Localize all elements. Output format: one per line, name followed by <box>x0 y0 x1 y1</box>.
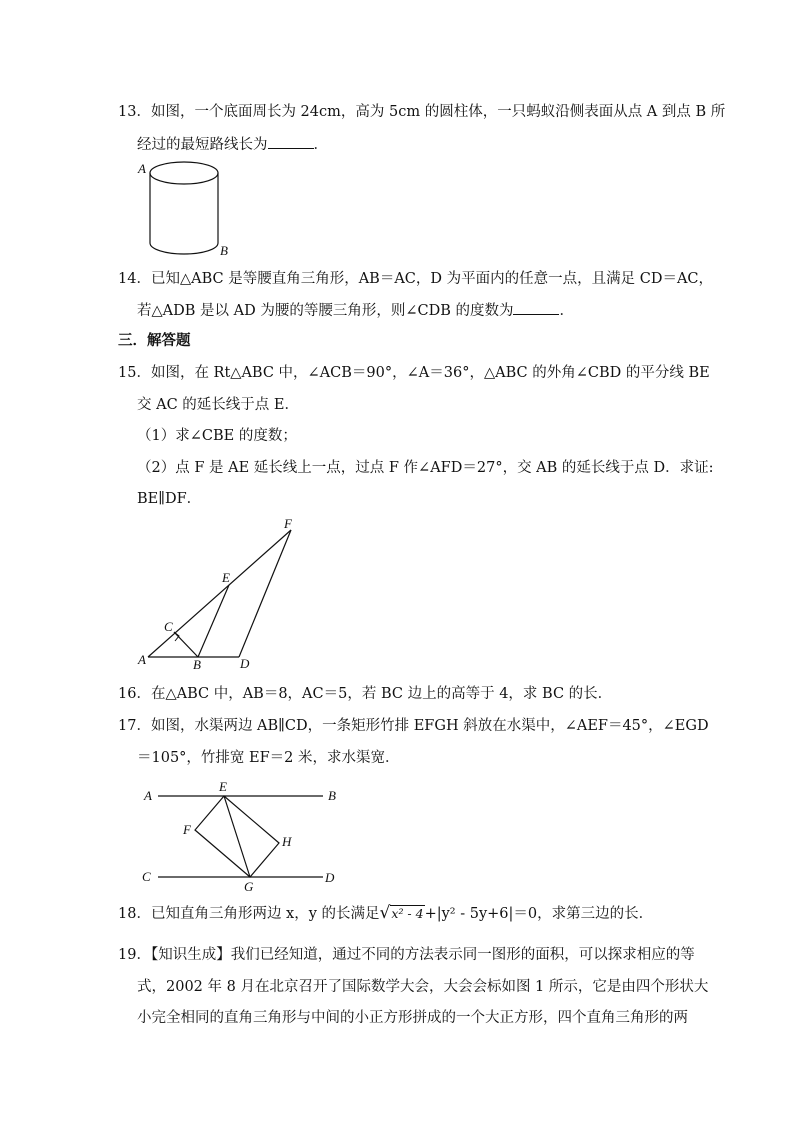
q19-line2: 式，2002 年 8 月在北京召开了国际数学大会，大会会标如图 1 所示，它是由四个形状大 <box>137 979 709 995</box>
q19-line1: 19．【知识生成】我们已经知道，通过不同的方法表示同一图形的面积，可以探求相应的等 <box>118 947 695 963</box>
q13-line2 <box>137 134 328 155</box>
q13-answer-blank[interactable] <box>268 134 314 149</box>
q19-line3: 小完全相同的直角三角形与中间的小正方形拼成的一个大正方形，四个直角三角形的两 <box>137 1010 688 1026</box>
q18-line <box>118 903 653 924</box>
q17-label-h: H <box>282 834 292 849</box>
q18-prefix: 18．已知直角三角形两边 x，y 的长满足 <box>118 906 380 922</box>
q17-label-e: E <box>219 779 227 794</box>
q14-end: ． <box>559 303 574 319</box>
q17-line2: ＝105°，竹排宽 EF＝2 米，求水渠宽． <box>137 750 400 766</box>
q18-radicand: x² - 4 <box>391 906 424 921</box>
q15-label-e: E <box>222 570 230 585</box>
q15-line2: 交 AC 的延长线于点 E． <box>137 397 299 413</box>
q14-line2 <box>137 300 574 321</box>
q13-end: ． <box>313 137 328 153</box>
cylinder-figure <box>130 155 240 265</box>
q13-line1: 13．如图，一个底面周长为 24cm，高为 5cm 的圆柱体，一只蚂蚁沿侧表面从点 A 到点 B 所 <box>118 104 726 120</box>
q14-line1: 14．已知△ABC 是等腰直角三角形，AB＝AC，D 为平面内的任意一点，且满足 CD＝AC， <box>118 271 714 287</box>
q16-line: 16．在△ABC 中，AB＝8，AC＝5，若 BC 边上的高等于 4，求 BC 的长． <box>118 686 613 702</box>
q15-label-c: C <box>164 619 173 634</box>
q15-part1: （1）求∠CBE 的度数； <box>137 428 297 444</box>
q14-line2-text: 若△ADB 是以 AD 为腰的等腰三角形，则∠CDB 的度数为 <box>137 303 514 319</box>
q15-label-d: D <box>240 656 250 671</box>
q13-line2-text: 经过的最短路线长为 <box>137 137 268 153</box>
q15-label-a: A <box>138 652 146 667</box>
q15-label-f: F <box>284 516 292 531</box>
q17-label-g: G <box>244 879 254 891</box>
q15-label-b: B <box>193 657 201 672</box>
q15-part2: （2）点 F 是 AE 延长线上一点，过点 F 作∠AFD＝27°，交 AB 的延长线于点 D．求证: <box>137 460 714 476</box>
q17-line1: 17．如图，水渠两边 AB∥CD，一条矩形竹排 EFGH 斜放在水渠中，∠AEF＝45°，∠EGD <box>118 718 709 734</box>
cylinder-label-a: A <box>138 161 146 176</box>
q17-label-b: B <box>328 788 336 803</box>
q15-line1: 15．如图，在 Rt△ABC 中，∠ACB＝90°，∠A＝36°，△ABC 的外角∠CBD 的平分线 BE <box>118 365 710 381</box>
q17-label-c: C <box>142 869 151 884</box>
q17-label-a: A <box>144 788 152 803</box>
cylinder-label-b: B <box>220 243 228 258</box>
q14-answer-blank[interactable] <box>513 300 559 315</box>
q15-figure <box>130 512 310 672</box>
q18-rest: +|y² - 5y+6|＝0，求第三边的长． <box>424 906 654 922</box>
q15-line5: BE∥DF． <box>137 491 202 507</box>
section-heading: 三．解答题 <box>118 332 191 349</box>
q17-label-f: F <box>183 822 191 837</box>
q17-label-d: D <box>325 870 335 885</box>
sqrt-expression <box>380 903 425 924</box>
q17-figure <box>138 776 348 891</box>
sqrt-sign-icon: √ <box>379 903 391 923</box>
